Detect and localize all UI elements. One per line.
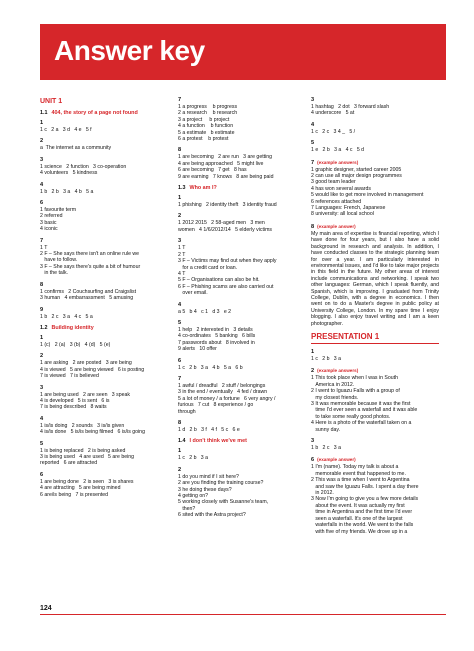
exercise-number	[311, 367, 439, 375]
exercise	[311, 140, 439, 153]
answer-line: to take some really good photos.	[311, 413, 391, 420]
answer-line: 4 is developed 5 is sent 6 is	[40, 397, 110, 404]
answer-line: 7 Languages: French, Japanese	[311, 205, 386, 212]
exercise-number-text: 3	[311, 438, 315, 445]
exercise	[311, 159, 439, 218]
exercise-number	[178, 147, 306, 154]
answer-line: 4 are attracting 5 are being mined	[40, 485, 121, 492]
answer-line: for a credit card or loan.	[178, 264, 238, 271]
answer-line: then?	[178, 505, 196, 512]
answer-line: 8 university: all local school	[311, 211, 374, 218]
exercise	[40, 120, 168, 133]
exercise	[311, 456, 439, 534]
answer-line: 4 underscore 5 at	[311, 110, 355, 117]
answer-line: furious 7 cut 8 experience / go	[178, 402, 254, 409]
answer-line: 6 sited with the Astra project?	[178, 512, 246, 519]
answer-line: 4 is/is done 5 is/is being filmed 6 is/is going	[40, 429, 145, 436]
answer-line: time in Argentina and the first time I'd ever	[311, 509, 413, 516]
exercise	[40, 182, 168, 195]
answer-line: my closest friends.	[311, 394, 359, 401]
section-title: 404, the story of a page not found	[51, 110, 138, 116]
exercise-number-text: 3	[40, 384, 44, 391]
exercise-number	[178, 238, 306, 245]
section-title: Building identity	[51, 324, 94, 331]
answer-line: 2 I went to Iguazu Falls with a group of	[311, 388, 400, 395]
section-heading	[178, 438, 306, 445]
exercise	[311, 223, 439, 327]
answer-line: 3 It was memorable because it was the first	[311, 401, 411, 407]
exercise	[178, 195, 306, 208]
answer-line: 6 are becoming 7 get 8 has	[178, 167, 247, 174]
answer-line: 1 hashtag 2 dot 3 forward slash	[311, 104, 390, 110]
answer-line: 1 c 2 b 3 a	[178, 455, 208, 462]
exercise-number-text: 1	[40, 334, 44, 341]
exercise-number	[40, 416, 168, 423]
answer-line: 2 T	[178, 251, 186, 258]
exercise-number-text: 2	[311, 368, 315, 375]
answer-line: 1 help 2 interested in 3 details	[178, 326, 253, 333]
exercise-number	[40, 307, 168, 314]
answer-line: 1 b 2 c 3 a	[311, 445, 341, 452]
exercise-number-text: 9	[40, 306, 44, 313]
answer-line: 4 has won several awards	[311, 185, 371, 192]
exercise-number	[178, 358, 306, 365]
exercise-number-text: 1	[178, 448, 182, 455]
answer-line: 1 2012 2015 2 58-aged men 3 men	[178, 220, 265, 227]
exercise-number-text: 8	[178, 147, 182, 154]
section-heading	[178, 185, 306, 192]
answer-line: 2 a research b research	[178, 110, 238, 117]
answer-line: 4 co-ordinates 5 banking 6 bills	[178, 333, 256, 340]
exercise-number-text: 4	[178, 301, 182, 308]
answer-line: 1 awful / dreadful 2 stuff / belongings	[178, 382, 266, 389]
answer-line: 1 I'm (name). Today my talk is about a	[311, 464, 399, 471]
exercise	[40, 138, 168, 151]
answer-line: seen a waterfall. It's one of the largest	[311, 515, 403, 522]
answer-line: sunny day.	[311, 426, 341, 433]
answer-line: 7 passwords about 8 involved in	[178, 339, 255, 346]
exercise-number	[178, 420, 306, 427]
exercise	[178, 147, 306, 180]
exercise-note: (example answers)	[317, 159, 359, 165]
answer-line: 4 getting on?	[178, 493, 208, 500]
answer-line: reported 6 are attracted	[40, 460, 98, 467]
answer-line: 1 a progress b progress	[178, 104, 238, 110]
answer-line: 1 e 2 b 3 a 4 c 5 d	[311, 147, 365, 154]
answer-line: 4 T	[178, 270, 186, 277]
exercise-number-text: 7	[178, 97, 182, 103]
exercise	[40, 282, 168, 302]
answer-paragraph: My main area of expertise is financial reporting, which I have done for four years, but I also have a solid background in research and analysis. In addition, I have conducted classes to the strategic planning team for over a year. I am particularly interested in environmental issues, and I'd like to take major projects in this field in the future. My other areas of interest include communications and networking. I speak two other languages: German, which I speak fluently, and Spanish, which is improving. I graduated from Trinity College, Dublin, with a degree in economics. I then went on to do a Master's degree in public policy at University College, London. In my spare time I enjoy blogging. I also enjoy travel writing and I am a keen photographer.	[311, 230, 439, 327]
answer-line: 2 F – She says there isn't an online rule we	[40, 251, 140, 258]
column-3	[311, 97, 439, 540]
answer-line: 1 b 2 c 3 a 4 c 5 a	[40, 313, 93, 320]
exercise-number	[178, 320, 306, 327]
footer-rule	[40, 614, 446, 615]
answer-line: 1 c 2 c 3 4 _ 5 /	[311, 128, 356, 135]
answer-line: in 2012.	[311, 490, 334, 497]
exercise	[178, 420, 306, 433]
answer-line: 1 b 2 b 3 a 4 b 5 a	[40, 188, 94, 195]
answer-line: 1 phishing 2 identity theft 3 identity fraud	[178, 202, 277, 209]
exercise-number	[178, 195, 306, 202]
exercise	[311, 367, 439, 433]
exercise	[178, 97, 306, 142]
exercise	[40, 335, 168, 348]
exercise-number-text: 5	[40, 440, 44, 447]
answer-line: 5 would like to get more involved in management	[311, 192, 424, 199]
exercise-number-text: 5	[178, 319, 182, 326]
exercise-note: (example answer)	[317, 223, 356, 229]
exercise	[311, 438, 439, 451]
section-number: 1.3	[178, 185, 186, 192]
exercise-number	[178, 302, 306, 309]
answer-line: in the talk.	[40, 270, 68, 277]
answer-line: 6 F – Phishing scams are also carried out	[178, 283, 274, 290]
answer-line: 1 c 2 b 3 a	[311, 355, 341, 362]
exercise	[40, 157, 168, 177]
exercise-number	[311, 223, 439, 231]
page-number: 124	[40, 605, 52, 612]
exercise	[178, 320, 306, 353]
exercise-number	[311, 97, 439, 104]
exercise	[311, 349, 439, 362]
answer-line: women 4 1/6/2012/14 5 elderly victims	[178, 226, 272, 233]
answer-line: 1 graphic designer, started career 2005	[311, 166, 402, 173]
exercise-note: (example answer)	[317, 457, 356, 463]
exercise-number-text: 4	[40, 415, 44, 422]
answer-line: 3 F – She says there's quite a bit of humour	[40, 263, 141, 270]
answer-line: 7 is being described 8 waits	[40, 404, 107, 411]
answer-line: 1 T	[40, 244, 48, 251]
exercise-number-text: 2	[40, 353, 44, 360]
answer-line: 3 basic	[40, 219, 57, 226]
exercise-number-text: 1	[40, 120, 44, 126]
answer-line: about the event. It was actually my first	[311, 502, 405, 509]
answer-line: 6 references attached	[311, 198, 362, 205]
column-2	[178, 97, 306, 524]
exercise	[40, 441, 168, 467]
answer-line: 2 can use all major design programmes	[311, 173, 402, 180]
answer-line: 9 alerts 10 offer	[178, 346, 217, 353]
exercise-number-text: 6	[311, 457, 315, 464]
answer-line: 2 referred	[40, 213, 63, 220]
answer-line: and saw the Iguazu Falls. I spent a day there	[311, 483, 419, 490]
answer-line: 1 are asking 2 are posted 3 are being	[40, 360, 132, 367]
exercise	[311, 122, 439, 135]
exercise	[178, 213, 306, 233]
section-title: Who am I?	[189, 185, 217, 192]
answer-line: 1 This took place when I was in South	[311, 375, 398, 382]
exercise-number	[311, 122, 439, 129]
answer-line: 6 are/is being 7 is presented	[40, 491, 109, 498]
answer-line: 5 F – Organisations can also be hit.	[178, 277, 260, 284]
answer-line: 3 in the end / eventually 4 fed / drawn	[178, 389, 268, 396]
exercise-number	[40, 238, 168, 245]
answer-line: memorable event that happened to me.	[311, 470, 406, 477]
answer-line: 4 is viewed 5 are being viewed 6 is posting	[40, 366, 145, 373]
answer-line: a 5 b 4 c 1 d 3 e 2	[178, 308, 232, 315]
section-heading	[40, 325, 168, 332]
answer-line: 1 confirms 2 Couchsurfing and Craigslist	[40, 288, 137, 295]
answer-line: time I'd ever seen a waterfall and it was able	[311, 407, 418, 414]
answer-line: 1 are becoming 2 are run 3 are getting	[178, 154, 273, 161]
answer-line: 1 is/is doing 2 sounds 3 is/is given	[40, 422, 125, 429]
exercise-number-text: 7	[311, 159, 315, 166]
answer-line: 4 iconic	[40, 226, 58, 233]
exercise-number-text: 6	[40, 200, 44, 207]
answer-line: with five of my friends. We drove up in a	[311, 528, 408, 535]
answer-line: 3 he doing these days?	[178, 486, 232, 493]
answer-line: 1 favourite term	[40, 207, 77, 214]
exercise-number-text: 7	[178, 375, 182, 382]
answer-line: 1 c 2 b 3 a 4 b 5 a 6 b	[178, 364, 243, 371]
exercise	[40, 385, 168, 411]
answer-line: over email.	[178, 290, 208, 297]
exercise-number	[178, 97, 306, 104]
exercise	[178, 448, 306, 461]
answer-line: a The internet as a community	[40, 145, 112, 152]
exercise-number	[311, 159, 439, 167]
exercise-number-text: 2	[178, 466, 182, 473]
answer-line: 1 d 2 b 3 f 4 f 5 c 6 e	[178, 427, 240, 433]
exercise-number	[40, 120, 168, 127]
exercise-number-text: 6	[40, 471, 44, 478]
answer-line: 4 a function b function	[178, 123, 234, 130]
exercise-number	[40, 282, 168, 289]
exercise-number	[40, 157, 168, 164]
unit-heading: UNIT 1	[40, 98, 63, 105]
exercise	[178, 376, 306, 415]
page-title: Answer key	[54, 35, 205, 66]
section-heading	[40, 110, 168, 117]
exercise-number	[40, 138, 168, 145]
exercise-number-text: 8	[311, 223, 315, 230]
presentation-heading: PRESENTATION 1	[311, 332, 439, 344]
exercise-number	[40, 441, 168, 448]
answer-line: 4 volunteers 5 kindness	[40, 170, 98, 177]
exercise-number	[40, 385, 168, 392]
answer-line: 3 good team leader	[311, 179, 356, 186]
answer-line: waterfalls in the world. We went to the falls	[311, 522, 414, 529]
exercise	[178, 302, 306, 315]
exercise-number-text: 7	[40, 237, 44, 244]
answer-line: 1 do you mind if I sit here?	[178, 473, 239, 480]
exercise-number-text: 2	[40, 138, 44, 145]
exercise	[178, 238, 306, 296]
answer-line: have to follow.	[40, 257, 78, 264]
exercise-number-text: 3	[40, 156, 44, 163]
answer-line: 4 Here is a photo of the waterfall taken on a	[311, 420, 412, 427]
answer-line: 3 F – Victims may find out when they apply	[178, 258, 277, 265]
exercise-number	[40, 472, 168, 479]
exercise	[178, 358, 306, 371]
answer-line: 6 a protest b protest	[178, 136, 229, 143]
answer-line: 2 are you finding the training course?	[178, 480, 264, 487]
exercise-number-text: 4	[40, 181, 44, 188]
answer-line: through	[178, 408, 196, 415]
exercise	[40, 416, 168, 436]
answer-line: 1 is being replaced 2 is being asked	[40, 447, 126, 454]
answer-line: 5 a lot of money / a fortune 6 very angry /	[178, 395, 276, 402]
exercise-number-text: 6	[178, 357, 182, 364]
exercise-number	[40, 335, 168, 342]
exercise-number	[40, 200, 168, 207]
exercise-number-text: 8	[178, 420, 182, 426]
exercise	[178, 467, 306, 519]
exercise-number-text: 1	[178, 195, 182, 202]
exercise-number	[311, 456, 439, 464]
answer-line: 5 working closely with Susanne's team,	[178, 499, 269, 506]
answer-line: 3 is being used 4 are used 5 are being	[40, 453, 135, 460]
answer-line: 3 Now I'm going to give you a few more details	[311, 496, 419, 503]
exercise-number-text: 2	[178, 213, 182, 220]
exercise-number-text: 3	[178, 238, 182, 245]
exercise	[311, 97, 439, 117]
section-title: I don't think we've met	[189, 438, 247, 445]
exercise-number-text: 1	[311, 348, 315, 355]
title-banner	[40, 24, 446, 80]
exercise-number	[40, 182, 168, 189]
answer-line: 1 T	[178, 245, 186, 252]
exercise	[40, 307, 168, 320]
exercise	[40, 472, 168, 498]
section-number: 1.2	[40, 324, 48, 331]
answer-line: 4 are being approached 5 might live	[178, 160, 264, 167]
exercise-number-text: 5	[311, 140, 315, 147]
exercise-number	[178, 467, 306, 474]
exercise	[40, 353, 168, 379]
answer-line: America in 2012.	[311, 381, 355, 388]
answer-line: 5 a estimate b estimate	[178, 129, 235, 136]
exercise-number	[178, 213, 306, 220]
exercise-number	[311, 349, 439, 356]
exercise-number	[178, 376, 306, 383]
answer-line: 7 is viewed 7 is believed	[40, 373, 99, 380]
exercise-number	[178, 448, 306, 455]
exercise-number	[40, 353, 168, 360]
exercise-number	[311, 438, 439, 445]
exercise	[40, 238, 168, 277]
exercise-number-text: 8	[40, 281, 44, 288]
answer-line: 3 human 4 embarrassment 5 amusing	[40, 295, 134, 302]
exercise-number-text: 3	[311, 97, 315, 103]
answer-line: 3 a project b project	[178, 116, 230, 123]
answer-line: 1 science 2 function 3 co-operation	[40, 163, 127, 170]
section-number: 1.1	[40, 110, 48, 116]
answer-line: 9 are earning 7 knows 8 are being paid	[178, 173, 274, 180]
exercise-note: (example answers)	[317, 368, 359, 374]
section-number: 1.4	[178, 438, 186, 445]
answer-line: 1 (c) 2 (a) 3 (b) 4 (d) 5 (e)	[40, 341, 111, 348]
exercise	[40, 200, 168, 233]
column-1	[40, 97, 168, 503]
exercise-number-text: 4	[311, 121, 315, 128]
answer-line: 1 c 2 a 3 d 4 e 5 f	[40, 127, 92, 133]
answer-line: 1 are being done 2 is seen 3 is shares	[40, 478, 134, 485]
answer-line: 2 This was a time when I went to Argentina	[311, 477, 410, 484]
exercise-number	[311, 140, 439, 147]
answer-line: 1 are being used 2 are seen 3 speak	[40, 391, 130, 398]
